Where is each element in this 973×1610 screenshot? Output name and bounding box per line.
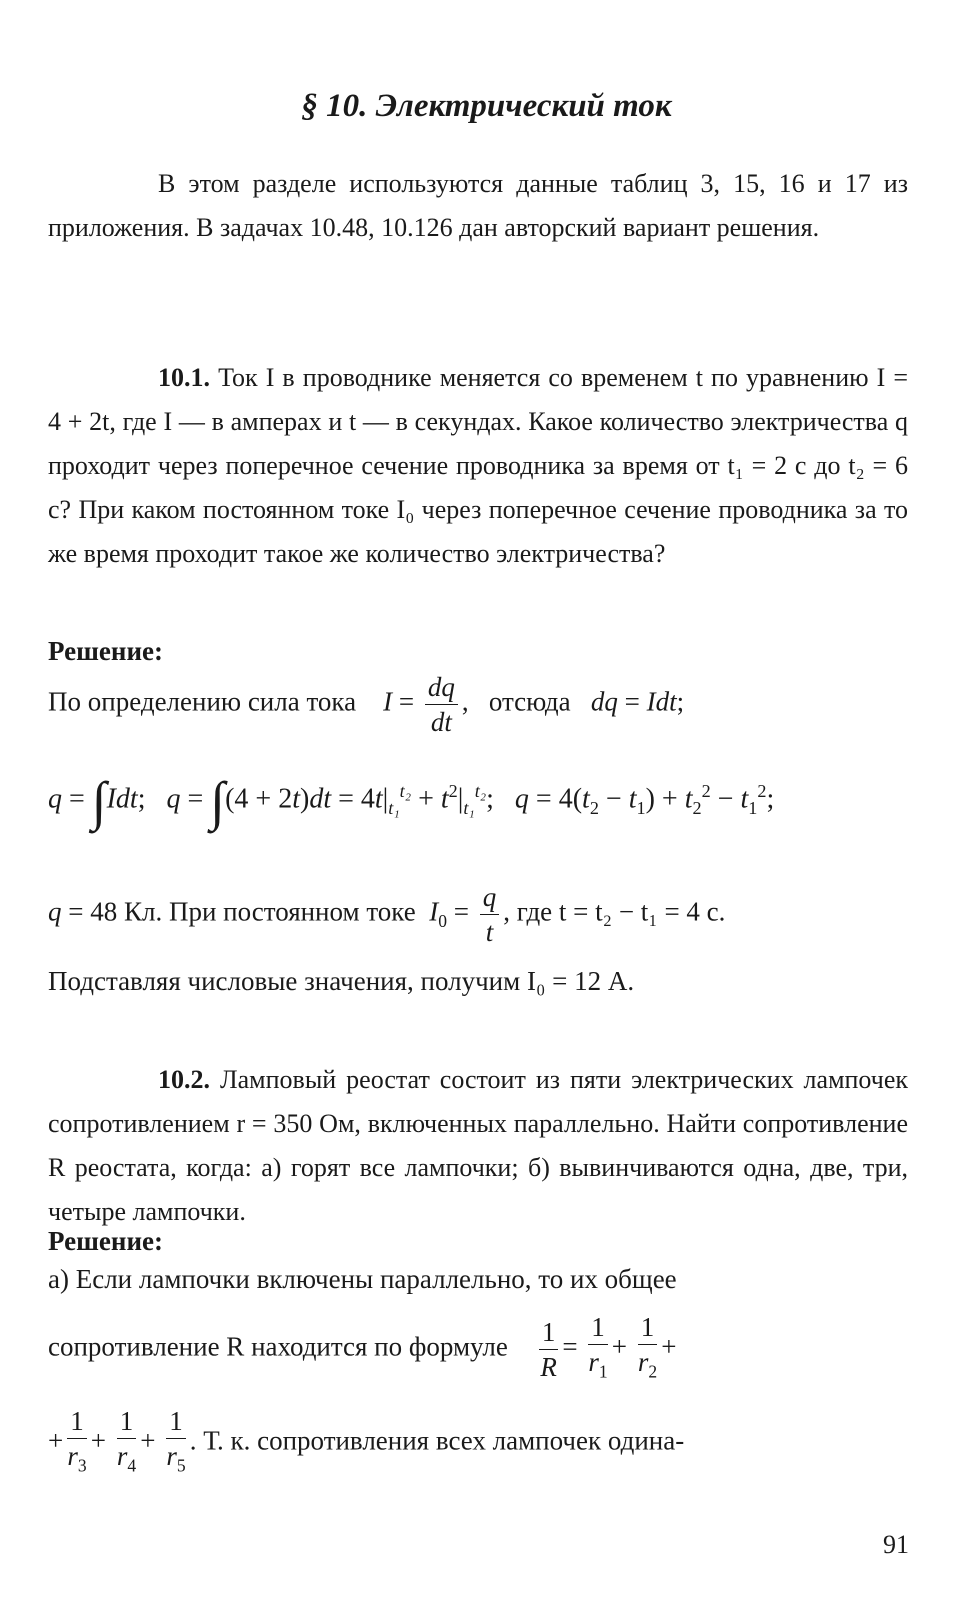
- problem-10-1: [48, 356, 908, 576]
- fraction-dq-dt: $\frac{dq}{dt}$: [425, 670, 458, 739]
- problem-text: Ток I в проводнике меняется со временем t по уравнению I = 4 + 2t, где I — в амперах и t — в секундах. Какое количество электричества q проходит через поперечное сечение проводника за время от t₁ = 2 с до t₂ = 6 с? При каком постоянном токе I₀ через поперечное сечение проводника за то же время проходит такое же количество электричества?: [48, 363, 908, 568]
- solution-text: отсюда: [488, 686, 571, 717]
- solution-line-1: По определению сила тока I = $\frac{dq}{dt}$ , отсюда dq = Idt;: [48, 672, 685, 737]
- solution-text: = 48 Кл. При постоянном токе: [68, 896, 416, 927]
- problem-number: 10.1.: [158, 363, 210, 392]
- solution-heading: Решение:: [48, 1226, 163, 1256]
- solution-line-3: + $\frac{1}{r_3}$ + $\frac{1}{r_4}$ + $\frac{1}{r_5}$ . Т. к. сопротивления всех лампочек одина-: [48, 1406, 685, 1476]
- page-number: 91: [883, 1530, 909, 1559]
- solution-text: . Т. к. сопротивления всех лампочек одина-: [189, 1425, 685, 1456]
- integral-formula: q = ∫Idt; $q = \int(4 + 2t)dt = 4t|_{t_1}^{t_2} + t^2|_{t_1}^{t_2}$; $q = 4(t_2 - t_1) + t_2^2 - t_1^2$;: [48, 771, 775, 831]
- solution-text: сопротивление R находится по формуле: [48, 1331, 508, 1362]
- problem-number: 10.2.: [158, 1065, 210, 1094]
- solution-line-2: сопротивление R находится по формуле $\frac{1}{R}$ = $\frac{1}{r_1}$ + $\frac{1}{r_2}$ +: [48, 1312, 677, 1382]
- problem-10-2: [48, 1058, 908, 1234]
- solution-text: По определению сила тока: [48, 686, 357, 717]
- fraction-q-t: $\frac{q}{t}$: [480, 880, 500, 949]
- problem-text: Ламповый реостат состоит из пяти электрических лампочек сопротивлением r = 350 Ом, включенных параллельно. Найти сопротивление R реостата, когда: а) горят все лампочки; б) вывинчиваются одна, две, три, четыре лампочки.: [48, 1065, 909, 1226]
- intro-paragraph: В этом разделе используются данные таблиц 3, 15, 16 и 17 из приложения. В задачах 10.48, 10.126 дан авторский вариант решения.: [48, 169, 908, 242]
- solution-text: , где t = t₂ − t₁ = 4 с.: [503, 896, 726, 927]
- solution-line-1: а) Если лампочки включены параллельно, то их общее: [48, 1264, 677, 1294]
- solution-heading: Решение:: [48, 636, 163, 666]
- solution-line-4: Подставляя числовые значения, получим I₀ = 12 А.: [48, 966, 635, 996]
- section-title: § 10. Электрический ток: [301, 88, 672, 124]
- solution-line-3: q = 48 Кл. При постоянном токе $I_0$ = $\frac{q}{t}$ , где t = t₂ − t₁ = 4 с.: [48, 882, 726, 947]
